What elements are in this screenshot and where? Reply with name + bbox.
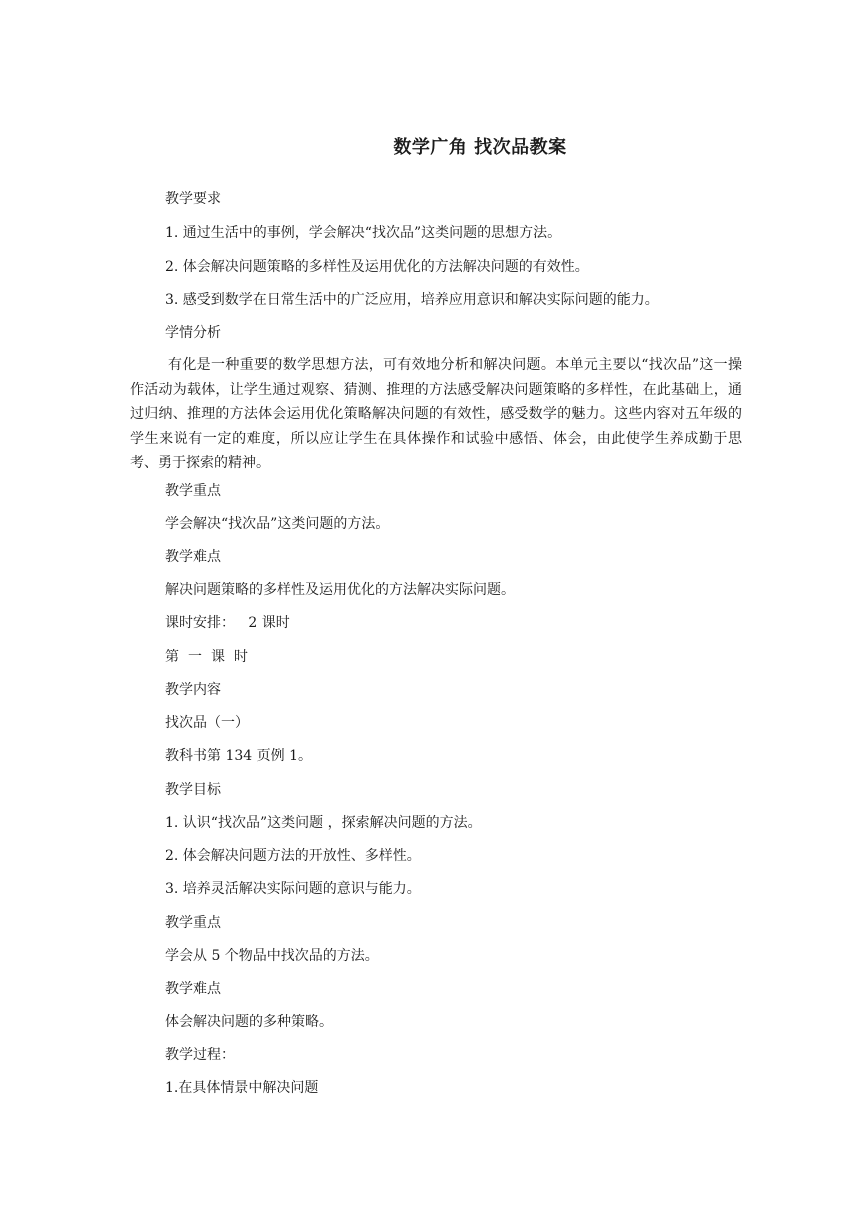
difficulties-text: 解决问题策略的多样性及运用优化的方法解决实际问题。 [165, 582, 515, 598]
requirement-item-3: 3. 感受到数学在日常生活中的广泛应用，培养应用意识和解决实际问题的能力。 [165, 292, 659, 308]
requirement-item-2: 2. 体会解决问题策略的多样性及运用优化的方法解决问题的有效性。 [165, 259, 589, 275]
heading-teaching-objectives: 教学目标 [165, 782, 221, 798]
key-points-text-2: 学会从 5 个物品中找次品的方法。 [165, 948, 379, 964]
difficulties-text-2: 体会解决问题的多种策略。 [165, 1014, 333, 1030]
key-points-text: 学会解决“找次品”这类问题的方法。 [165, 516, 390, 532]
requirement-item-1: 1. 通过生活中的事例，学会解决“找次品”这类问题的思想方法。 [165, 225, 562, 241]
heading-teaching-content: 教学内容 [165, 682, 221, 698]
heading-key-points: 教学重点 [165, 483, 221, 499]
heading-teaching-requirements: 教学要求 [165, 191, 221, 207]
heading-teaching-process: 教学过程： [165, 1047, 235, 1063]
process-step-1: 1.在具体情景中解决问题 [165, 1080, 319, 1096]
heading-student-analysis: 学情分析 [165, 325, 221, 341]
heading-difficulties: 教学难点 [165, 549, 221, 565]
objective-item-2: 2. 体会解决问题方法的开放性、多样性。 [165, 848, 421, 864]
lesson-schedule: 课时安排： 2 课时 [165, 615, 290, 631]
document-title: 数学广角 找次品教案 [393, 137, 567, 158]
objective-item-1: 1. 认识“找次品”这类问题 ，探索解决问题的方法。 [165, 815, 482, 831]
content-topic: 找次品（一） [165, 715, 249, 731]
heading-difficulties-2: 教学难点 [165, 981, 221, 997]
heading-key-points-2: 教学重点 [165, 915, 221, 931]
objective-item-3: 3. 培养灵活解决实际问题的意识与能力。 [165, 881, 421, 897]
first-lesson-heading: 第一课时 [165, 649, 257, 665]
analysis-paragraph: 有化是一种重要的数学思想方法，可有效地分析和解决问题。本单元主要以“找次品”这一操作活动为载体，让学生通过观察、猜测、推理的方法感受解决问题策略的多样性，在此基础上，通过归纳、推理的方法体会运用优化策略解决问题的有效性，感受数学的魅力。这些内容对五年级的学生来说有一定的难度，所以应让学生在具体操作和试验中感悟、体会，由此使学生养成勤于思考、勇于探索的精神。 [130, 357, 742, 472]
textbook-reference: 教科书第 134 页例 1。 [165, 748, 312, 764]
